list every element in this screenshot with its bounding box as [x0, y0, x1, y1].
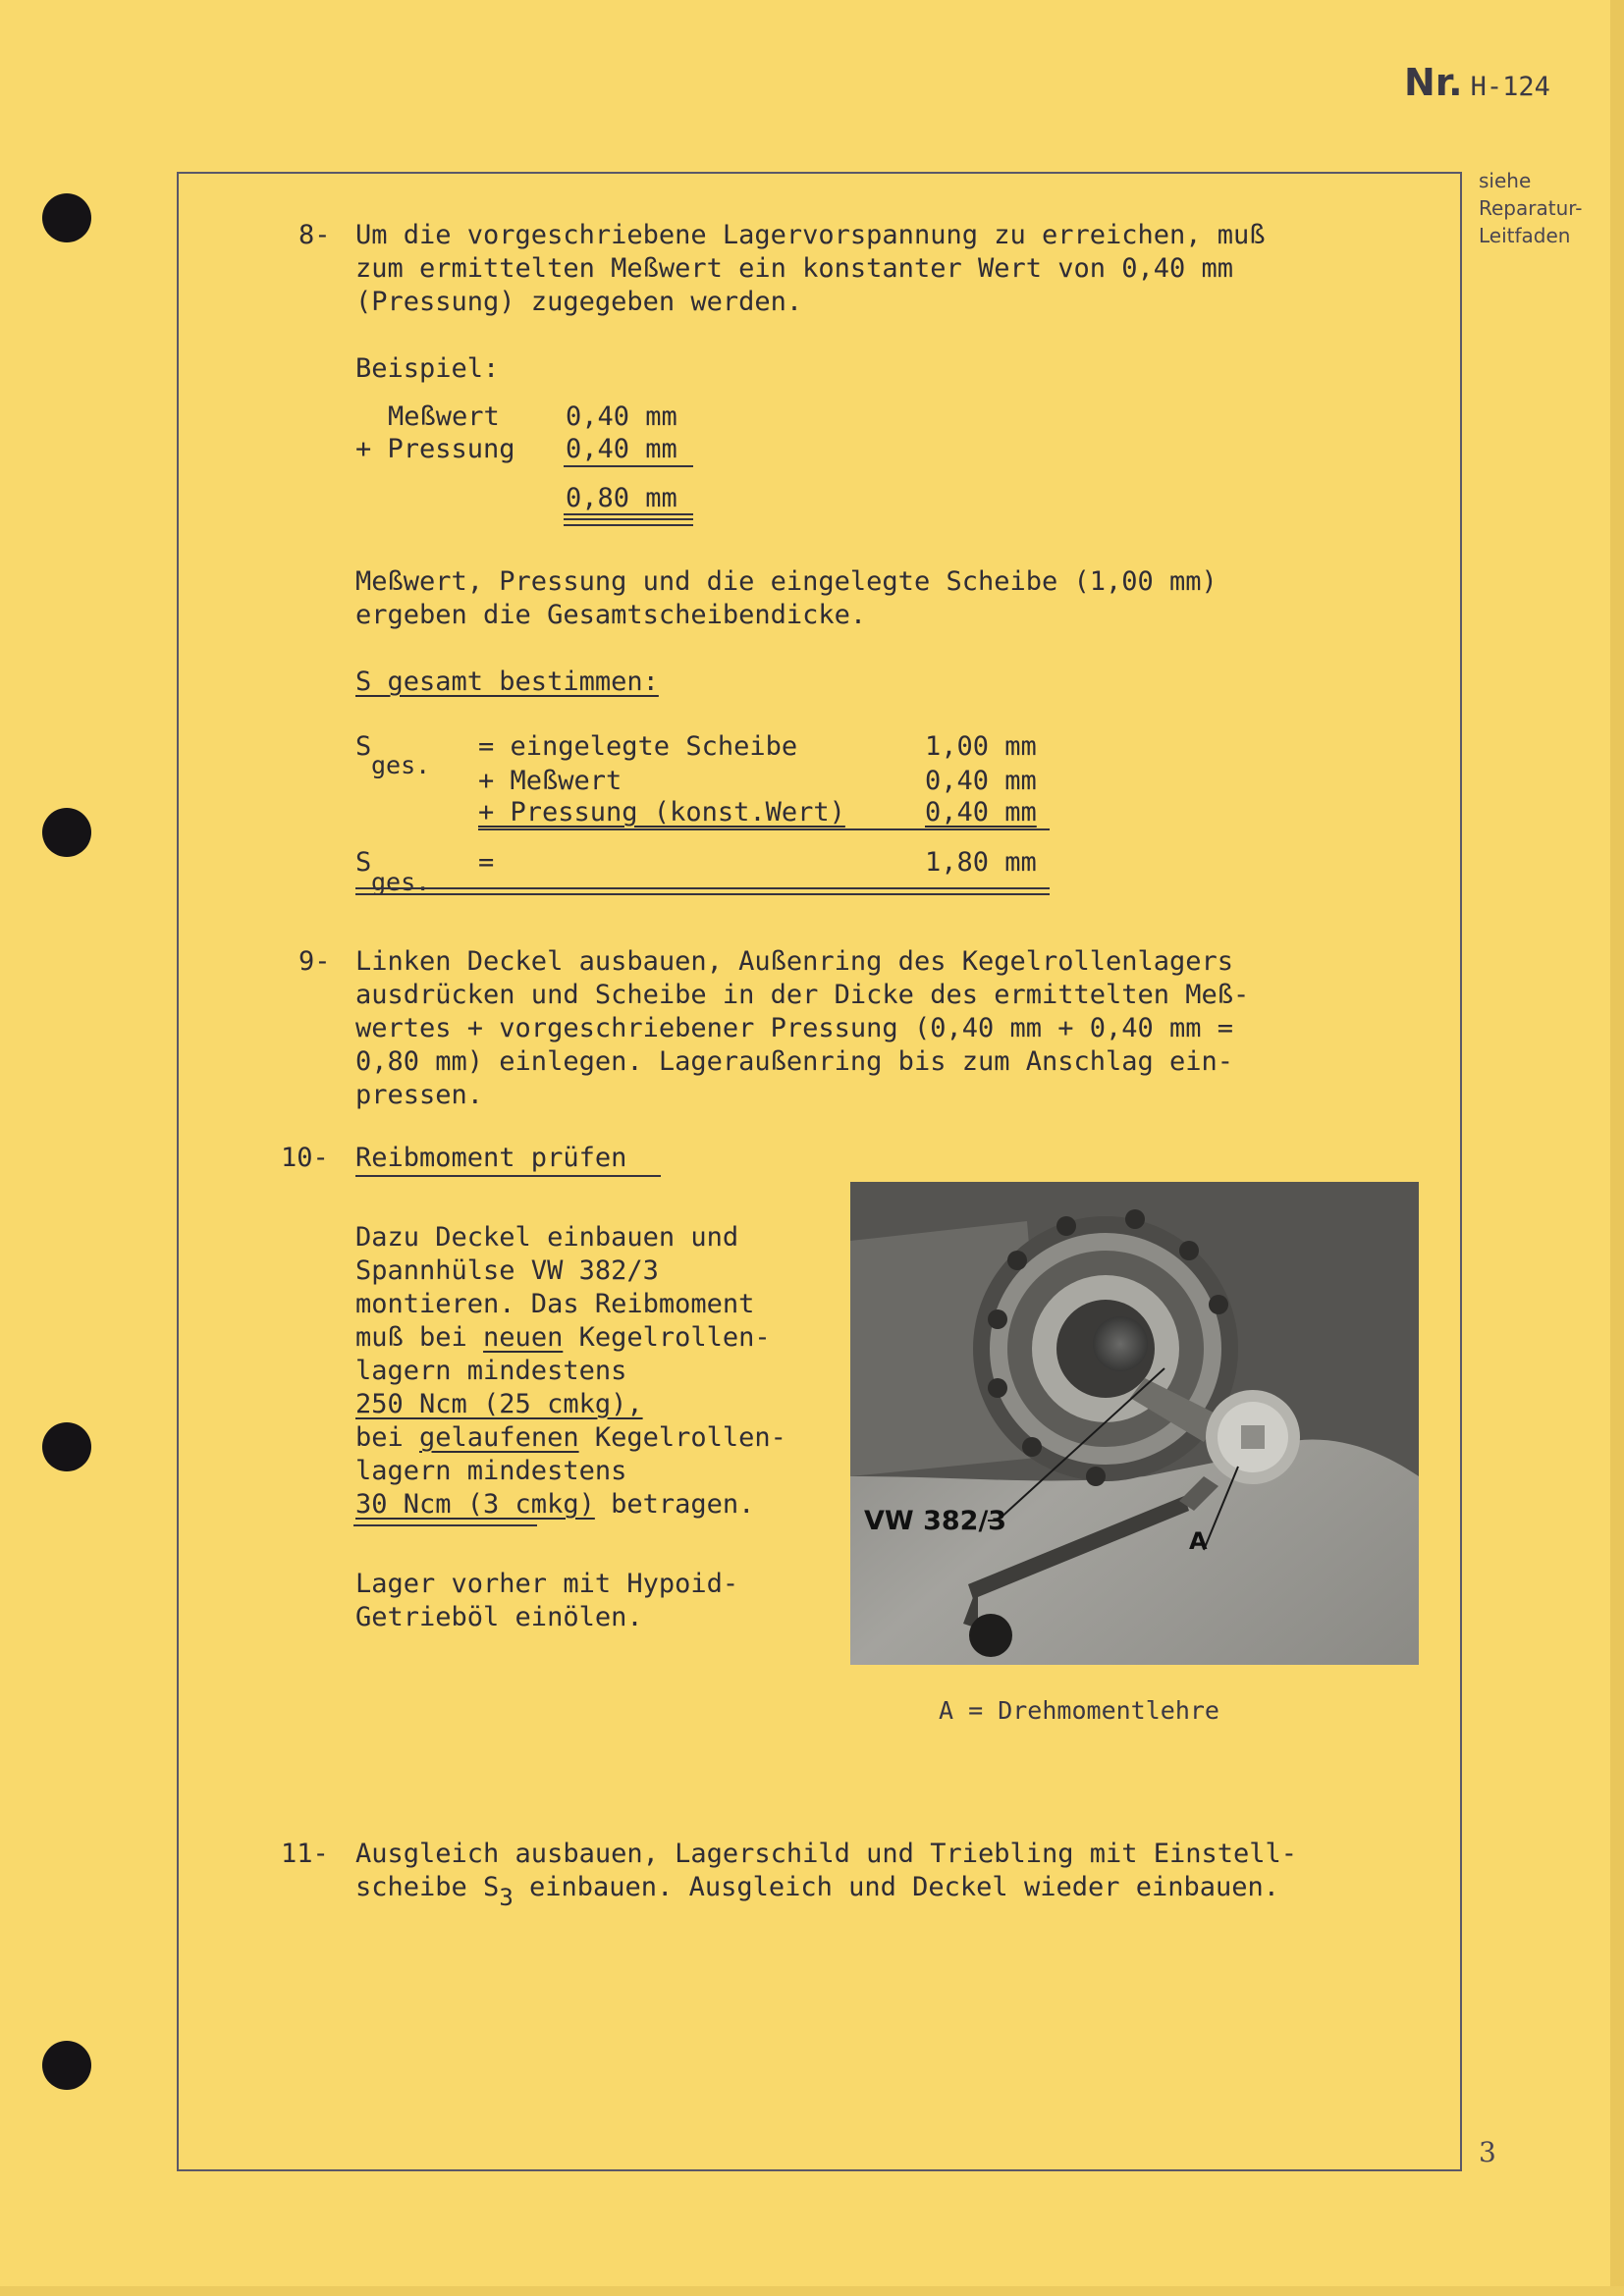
example-row-label: + Pressung	[355, 434, 515, 464]
example-heading: Beispiel:	[355, 353, 500, 384]
step9-line: Linken Deckel ausbauen, Außenring des Kegelrollenlagers	[355, 946, 1234, 977]
nr-label: Nr.	[1404, 61, 1463, 104]
torque-value-used: 30 Ncm (3 cmkg)	[355, 1489, 595, 1520]
text-fragment: Kegelrollen-	[563, 1322, 771, 1353]
sges-symbol-s: S	[355, 847, 372, 878]
page-bottom-edge	[0, 2286, 1624, 2296]
step10-line: Dazu Deckel einbauen und	[355, 1222, 739, 1253]
step10-line: lagern mindestens	[355, 1456, 627, 1486]
calc-row-value: 0,40 mm	[925, 766, 1037, 796]
calc-row-value: 1,00 mm	[925, 731, 1037, 762]
step8-line: Um die vorgeschriebene Lagervorspannung zu erreichen, muß	[355, 220, 1266, 250]
text-fragment: scheibe S	[355, 1872, 500, 1902]
step10-line	[355, 1488, 754, 1522]
page-edge-shadow	[1610, 0, 1624, 2296]
photo-label-a: A	[1189, 1527, 1208, 1555]
sum-rule	[564, 513, 693, 515]
text-fragment: betragen.	[594, 1489, 755, 1520]
side-note	[1479, 167, 1582, 249]
nr-value: H-124	[1470, 72, 1550, 102]
subscript: 3	[499, 1884, 514, 1911]
punch-hole	[42, 2041, 91, 2090]
emphasis-used: gelaufenen	[419, 1422, 579, 1453]
step10-line: Lager vorher mit Hypoid-	[355, 1569, 739, 1599]
step10-line	[355, 1321, 771, 1355]
sges-symbol	[355, 730, 371, 764]
step-number: 11-	[281, 1839, 329, 1869]
side-note-line: siehe	[1479, 169, 1532, 192]
heading-rule	[355, 1175, 661, 1177]
sum-rule	[564, 465, 693, 467]
side-note-line: Leitfaden	[1479, 224, 1571, 247]
double-underline	[564, 518, 693, 526]
text-fragment: muß bei	[355, 1322, 484, 1353]
step9-line: ausdrücken und Scheibe in der Dicke des ermittelten Meß-	[355, 980, 1250, 1010]
step10-line: Spannhülse VW 382/3	[355, 1255, 659, 1286]
photo-label-tool: VW 382/3	[864, 1506, 1007, 1536]
gearbox-illustration	[850, 1182, 1419, 1665]
page-number: 3	[1479, 2136, 1496, 2168]
calc-total-eq: =	[478, 847, 495, 878]
calc-row-label: = eingelegte Scheibe	[478, 731, 798, 762]
sges-symbol-s: S	[355, 731, 372, 762]
punch-hole	[42, 1422, 91, 1471]
step10-line: Getrieböl einölen.	[355, 1602, 643, 1632]
emphasis-new: neuen	[483, 1322, 564, 1353]
step11-line	[355, 1871, 1280, 1911]
calc-total-value: 1,80 mm	[925, 847, 1037, 878]
text-rule	[353, 1524, 537, 1526]
step9-line: pressen.	[355, 1080, 484, 1110]
example-row-value: 0,40 mm	[566, 401, 677, 432]
step10-line	[355, 1421, 786, 1455]
punch-hole	[42, 193, 91, 242]
step-number: 9-	[298, 946, 331, 977]
step10-line: lagern mindestens	[355, 1356, 627, 1386]
sges-heading: S gesamt bestimmen:	[355, 667, 659, 697]
sum-rule	[478, 828, 1050, 830]
step8-line: (Pressung) zugegeben werden.	[355, 287, 803, 317]
step11-line: Ausgleich ausbauen, Lagerschild und Triebling mit Einstell-	[355, 1839, 1298, 1869]
punch-hole	[42, 808, 91, 857]
step10-heading: Reibmoment prüfen	[355, 1143, 627, 1173]
calc-row-label: + Pressung (konst.Wert)	[478, 797, 845, 828]
text-fragment: einbauen. Ausgleich und Deckel wieder einbauen.	[513, 1872, 1280, 1902]
step8-summary-line: ergeben die Gesamtscheibendicke.	[355, 600, 867, 630]
step10-line: montieren. Das Reibmoment	[355, 1289, 755, 1319]
step8-summary-line: Meßwert, Pressung und die eingelegte Scheibe (1,00 mm)	[355, 566, 1218, 597]
sges-subscript: ges.	[371, 868, 431, 896]
step-number: 8-	[298, 220, 331, 250]
step8-line: zum ermittelten Meßwert ein konstanter Wert von 0,40 mm	[355, 253, 1234, 284]
photo-caption: A = Drehmomentlehre	[939, 1696, 1219, 1725]
step9-line: wertes + vorgeschriebener Pressung (0,40 mm + 0,40 mm =	[355, 1013, 1234, 1043]
torque-value-new: 250 Ncm (25 cmkg),	[355, 1389, 643, 1419]
text-fragment: Kegelrollen-	[578, 1422, 786, 1453]
sges-symbol	[355, 846, 371, 880]
side-note-line: Reparatur-	[1479, 196, 1583, 220]
example-row-value: 0,40 mm	[566, 434, 677, 464]
example-row-label: Meßwert	[388, 401, 500, 432]
step9-line: 0,80 mm) einlegen. Lageraußenring bis zum Anschlag ein-	[355, 1046, 1234, 1077]
sges-subscript: ges.	[371, 751, 431, 779]
double-underline	[355, 887, 1050, 895]
gearbox-photo	[850, 1182, 1419, 1665]
text-fragment: bei	[355, 1422, 420, 1453]
step-number: 10-	[281, 1143, 329, 1173]
calc-row-label: + Meßwert	[478, 766, 623, 796]
document-number	[1404, 61, 1550, 104]
example-total-value: 0,80 mm	[566, 483, 677, 513]
calc-row-value: 0,40 mm	[925, 797, 1037, 828]
